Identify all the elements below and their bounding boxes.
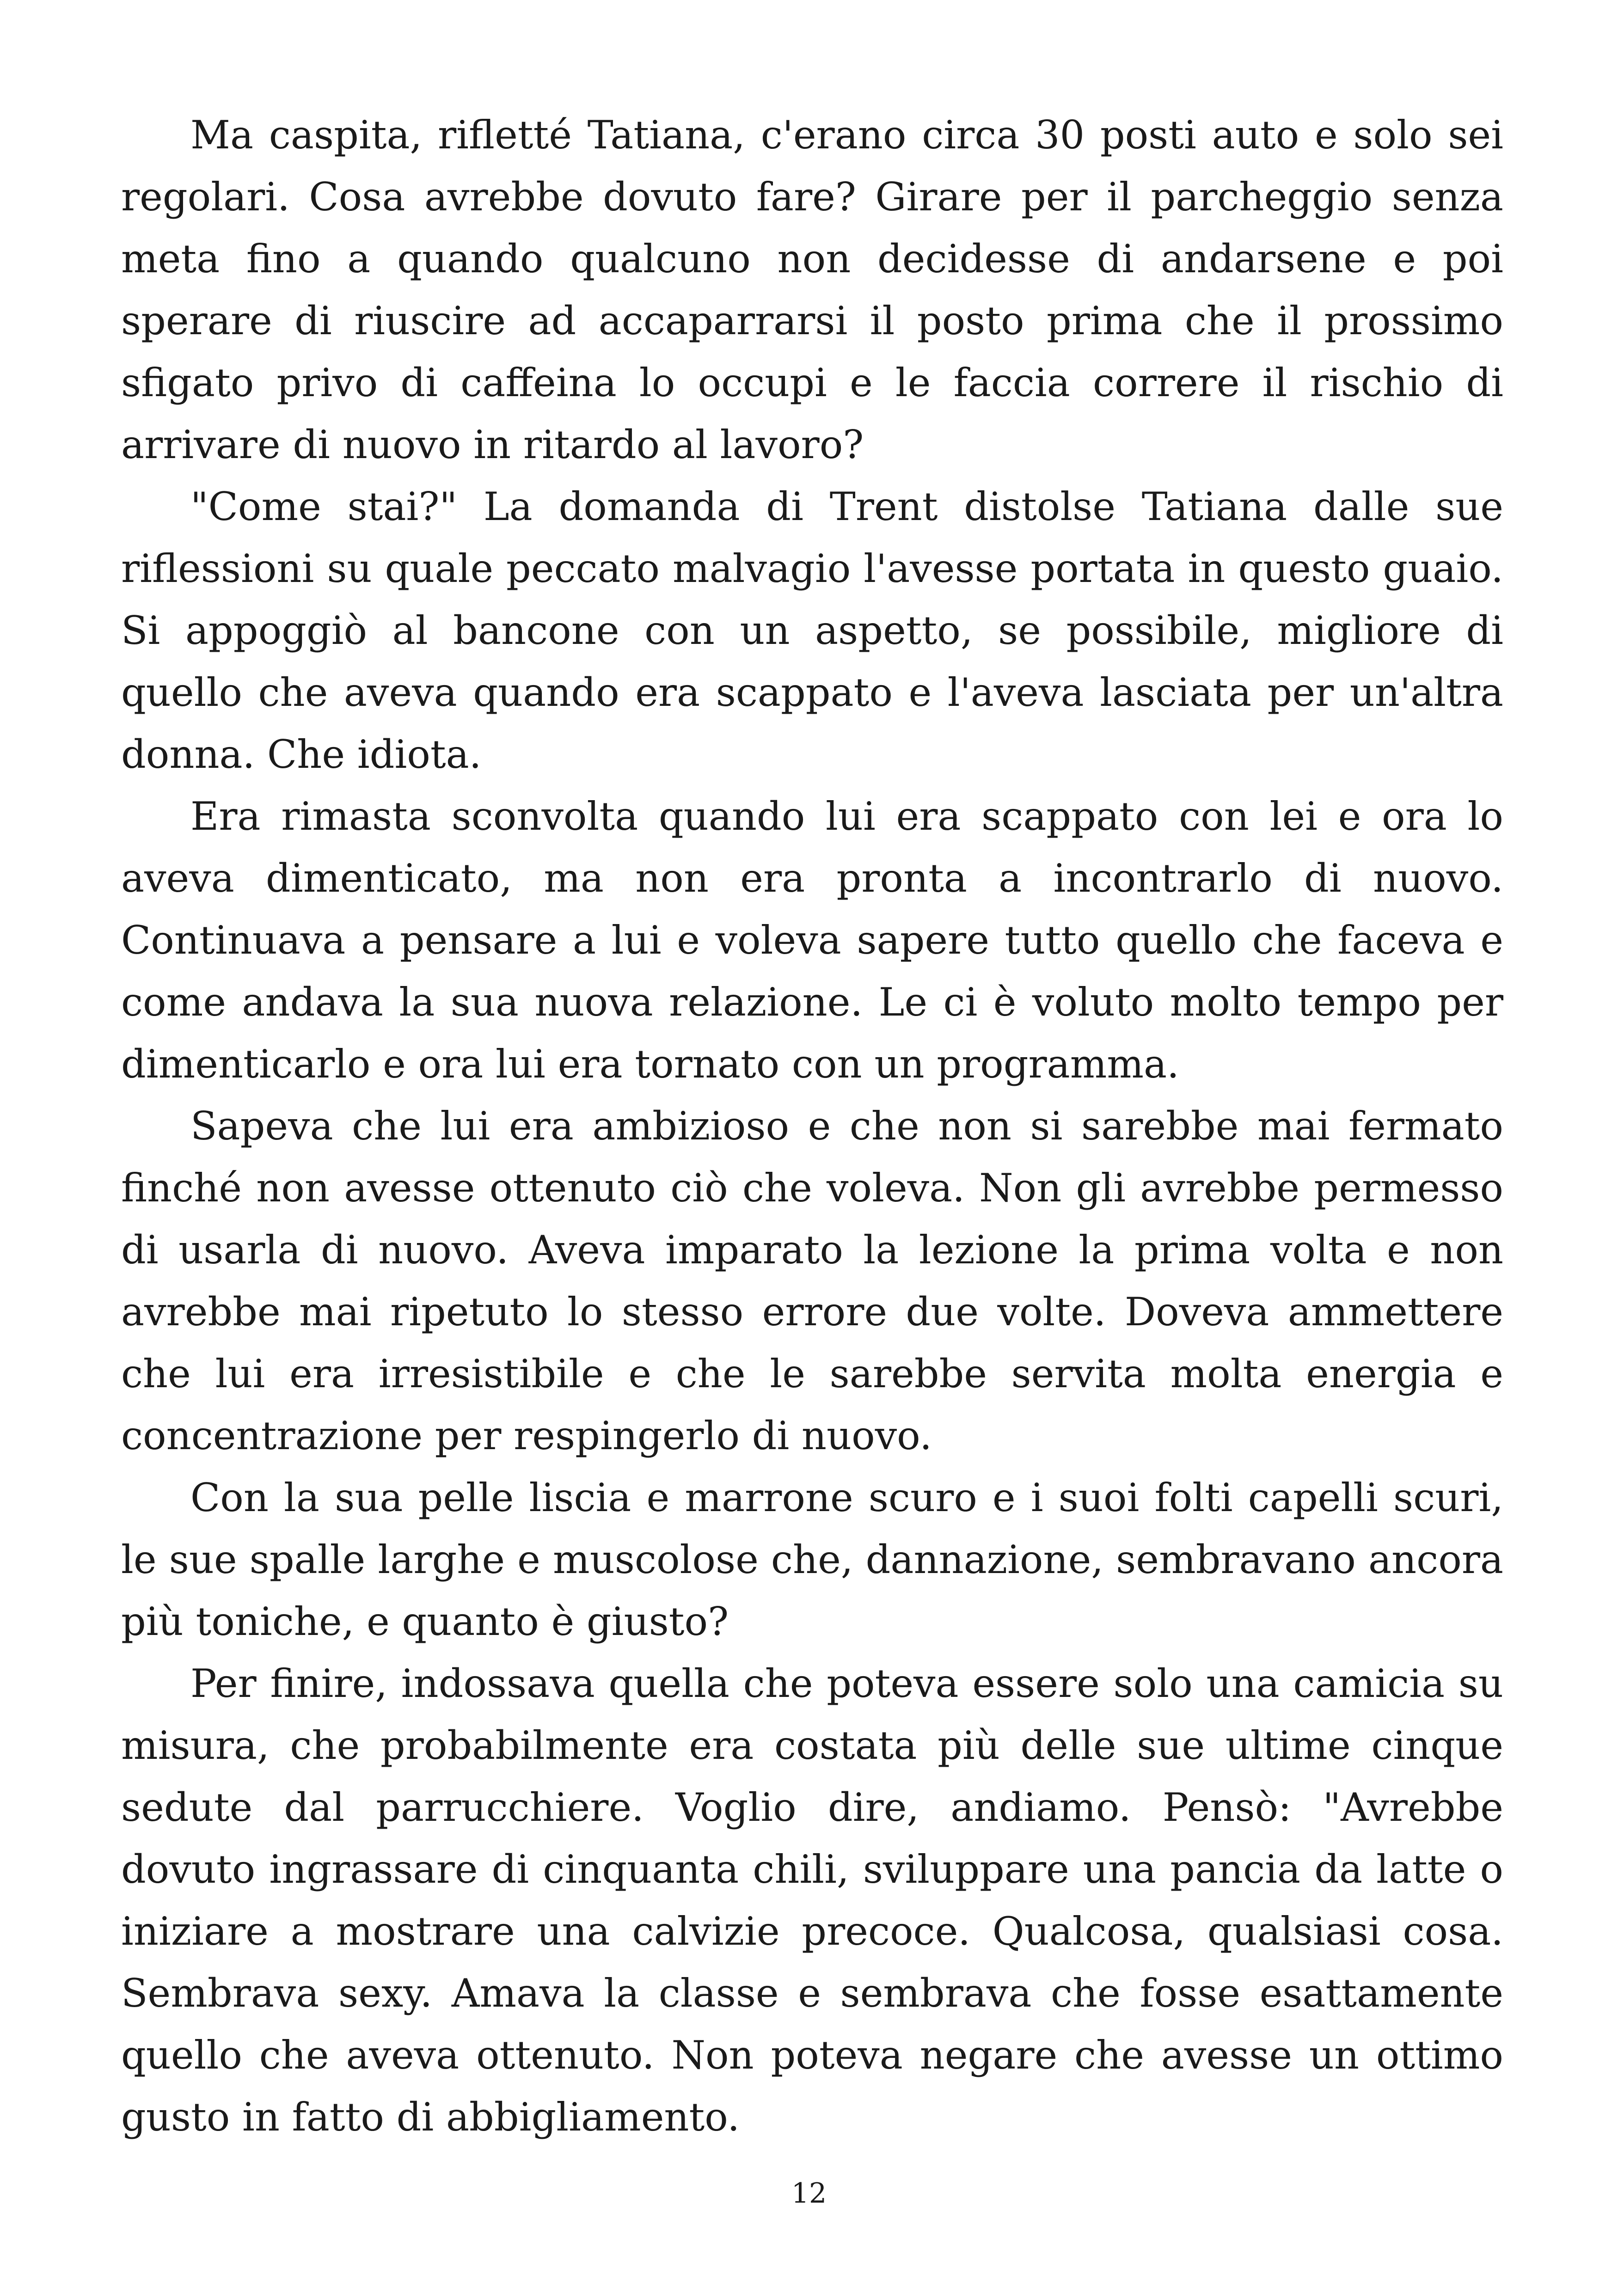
page-number: 12 (791, 2177, 827, 2210)
paragraph: Per finire, indossava quella che poteva essere solo una camicia su misura, che probabilmente era costata più delle sue ultime cinque sedute dal parrucchiere. Voglio dire, andiamo. Pensò: "Avrebbe dovuto ingrassare di cinquanta chili, sviluppare una pancia da latte o iniziare a mostrare una calvizie precoce. Qualcosa, qualsiasi cosa. Sembrava sexy. Amava la classe e sembrava che fosse esattamente quello che aveva ottenuto. Non poteva negare che avesse un ottimo gusto in fatto di abbigliamento. (121, 1661, 1503, 2140)
paragraph: Con la sua pelle liscia e marrone scuro e i suoi folti capelli scuri, le sue spalle larghe e muscolose che, dannazione, sembravano ancora più toniche, e quanto è giusto? (121, 1475, 1503, 1644)
paragraph: Sapeva che lui era ambizioso e che non si sarebbe mai fermato finché non avesse ottenuto ciò che voleva. Non gli avrebbe permesso di usarla di nuovo. Aveva imparato la lezione la prima volta e non avrebbe mai ripetuto lo stesso errore due volte. Doveva ammettere che lui era irresistibile e che le sarebbe servita molta energia e concentrazione per respingerlo di nuovo. (121, 1103, 1503, 1458)
paragraph: Era rimasta sconvolta quando lui era scappato con lei e ora lo aveva dimenticato, ma non era pronta a incontrarlo di nuovo. Continuava a pensare a lui e voleva sapere tutto quello che faceva e come andava la sua nuova relazione. Le ci è voluto molto tempo per dimenticarlo e ora lui era tornato con un programma. (121, 794, 1503, 1087)
paragraph: "Come stai?" La domanda di Trent distolse Tatiana dalle sue riflessioni su quale peccato malvagio l'avesse portata in questo guaio. Si appoggiò al bancone con un aspetto, se possibile, migliore di quello che aveva quando era scappato e l'aveva lasciata per un'altra donna. Che idiota. (121, 484, 1503, 777)
body-text (121, 104, 1503, 2148)
paragraph: Ma caspita, rifletté Tatiana, c'erano circa 30 posti auto e solo sei regolari. Cosa avrebbe dovuto fare? Girare per il parcheggio senza meta fino a quando qualcuno non decidesse di andarsene e poi sperare di riuscire ad accaparrarsi il posto prima che il prossimo sfigato privo di caffeina lo occupi e le faccia correre il rischio di arrivare di nuovo in ritardo al lavoro? (121, 112, 1503, 467)
